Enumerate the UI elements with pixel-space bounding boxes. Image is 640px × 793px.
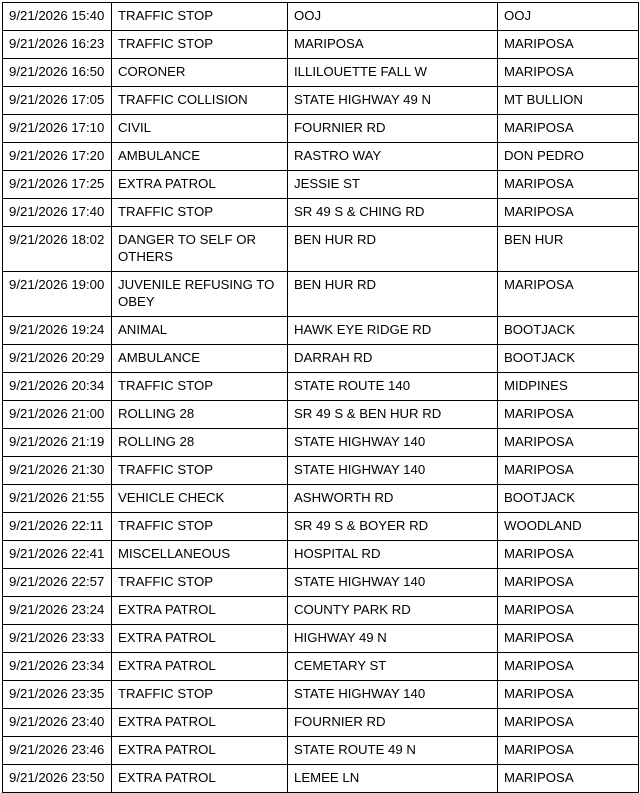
cell-datetime: 9/21/2026 17:05 bbox=[3, 87, 112, 115]
cell-area: MARIPOSA bbox=[498, 199, 639, 227]
table-row bbox=[3, 199, 639, 227]
cell-area: MARIPOSA bbox=[498, 31, 639, 59]
cell-type: ANIMAL bbox=[112, 317, 288, 345]
cell-area: MARIPOSA bbox=[498, 272, 639, 317]
table-row bbox=[3, 485, 639, 513]
cell-type: TRAFFIC STOP bbox=[112, 31, 288, 59]
cell-datetime: 9/21/2026 20:29 bbox=[3, 345, 112, 373]
cell-area: MARIPOSA bbox=[498, 653, 639, 681]
table-row bbox=[3, 513, 639, 541]
cell-type: AMBULANCE bbox=[112, 345, 288, 373]
table-row bbox=[3, 345, 639, 373]
table-row bbox=[3, 429, 639, 457]
table-row bbox=[3, 569, 639, 597]
cell-datetime: 9/21/2026 17:20 bbox=[3, 143, 112, 171]
table-row bbox=[3, 709, 639, 737]
cell-type: EXTRA PATROL bbox=[112, 709, 288, 737]
cell-area: MARIPOSA bbox=[498, 569, 639, 597]
cell-location: SR 49 S & BEN HUR RD bbox=[288, 401, 498, 429]
cell-type: VEHICLE CHECK bbox=[112, 485, 288, 513]
table-row bbox=[3, 653, 639, 681]
cell-type: ROLLING 28 bbox=[112, 429, 288, 457]
table-row bbox=[3, 31, 639, 59]
table-row bbox=[3, 765, 639, 793]
table-row bbox=[3, 171, 639, 199]
cell-type: EXTRA PATROL bbox=[112, 737, 288, 765]
cell-datetime: 9/21/2026 17:40 bbox=[3, 199, 112, 227]
cell-area: WOODLAND bbox=[498, 513, 639, 541]
cell-type: CIVIL bbox=[112, 115, 288, 143]
cell-area: OOJ bbox=[498, 3, 639, 31]
cell-datetime: 9/21/2026 17:25 bbox=[3, 171, 112, 199]
cell-area: MARIPOSA bbox=[498, 597, 639, 625]
cell-type: EXTRA PATROL bbox=[112, 597, 288, 625]
cell-datetime: 9/21/2026 21:55 bbox=[3, 485, 112, 513]
cell-location: ASHWORTH RD bbox=[288, 485, 498, 513]
cell-area: BEN HUR bbox=[498, 227, 639, 272]
cell-datetime: 9/21/2026 23:50 bbox=[3, 765, 112, 793]
cell-location: HOSPITAL RD bbox=[288, 541, 498, 569]
cell-location: STATE HIGHWAY 140 bbox=[288, 569, 498, 597]
cell-datetime: 9/21/2026 16:50 bbox=[3, 59, 112, 87]
table-row bbox=[3, 401, 639, 429]
incident-log-body bbox=[3, 3, 639, 793]
cell-location: STATE ROUTE 49 N bbox=[288, 737, 498, 765]
cell-location: FOURNIER RD bbox=[288, 709, 498, 737]
cell-area: BOOTJACK bbox=[498, 485, 639, 513]
table-row bbox=[3, 87, 639, 115]
cell-type: JUVENILE REFUSING TO OBEY bbox=[112, 272, 288, 317]
cell-location: ILLILOUETTE FALL W bbox=[288, 59, 498, 87]
cell-location: HAWK EYE RIDGE RD bbox=[288, 317, 498, 345]
cell-datetime: 9/21/2026 22:41 bbox=[3, 541, 112, 569]
table-row bbox=[3, 3, 639, 31]
table-row bbox=[3, 59, 639, 87]
cell-area: MARIPOSA bbox=[498, 429, 639, 457]
cell-location: FOURNIER RD bbox=[288, 115, 498, 143]
cell-location: COUNTY PARK RD bbox=[288, 597, 498, 625]
cell-location: RASTRO WAY bbox=[288, 143, 498, 171]
cell-datetime: 9/21/2026 23:34 bbox=[3, 653, 112, 681]
cell-area: MARIPOSA bbox=[498, 765, 639, 793]
table-row bbox=[3, 115, 639, 143]
cell-area: BOOTJACK bbox=[498, 317, 639, 345]
cell-location: LEMEE LN bbox=[288, 765, 498, 793]
cell-area: MARIPOSA bbox=[498, 115, 639, 143]
table-row bbox=[3, 227, 639, 272]
cell-location: CEMETARY ST bbox=[288, 653, 498, 681]
cell-datetime: 9/21/2026 23:35 bbox=[3, 681, 112, 709]
cell-type: EXTRA PATROL bbox=[112, 765, 288, 793]
cell-datetime: 9/21/2026 17:10 bbox=[3, 115, 112, 143]
cell-area: MARIPOSA bbox=[498, 541, 639, 569]
cell-type: MISCELLANEOUS bbox=[112, 541, 288, 569]
table-row bbox=[3, 737, 639, 765]
cell-area: MT BULLION bbox=[498, 87, 639, 115]
cell-type: DANGER TO SELF OR OTHERS bbox=[112, 227, 288, 272]
cell-datetime: 9/21/2026 21:30 bbox=[3, 457, 112, 485]
table-row bbox=[3, 457, 639, 485]
cell-type: EXTRA PATROL bbox=[112, 625, 288, 653]
cell-area: DON PEDRO bbox=[498, 143, 639, 171]
cell-type: TRAFFIC STOP bbox=[112, 373, 288, 401]
cell-location: MARIPOSA bbox=[288, 31, 498, 59]
cell-location: STATE ROUTE 140 bbox=[288, 373, 498, 401]
cell-type: ROLLING 28 bbox=[112, 401, 288, 429]
cell-location: DARRAH RD bbox=[288, 345, 498, 373]
cell-datetime: 9/21/2026 23:40 bbox=[3, 709, 112, 737]
cell-type: EXTRA PATROL bbox=[112, 171, 288, 199]
cell-area: MARIPOSA bbox=[498, 59, 639, 87]
cell-area: MARIPOSA bbox=[498, 737, 639, 765]
cell-type: TRAFFIC STOP bbox=[112, 513, 288, 541]
cell-location: HIGHWAY 49 N bbox=[288, 625, 498, 653]
cell-location: SR 49 S & CHING RD bbox=[288, 199, 498, 227]
cell-type: TRAFFIC STOP bbox=[112, 199, 288, 227]
cell-location: STATE HIGHWAY 140 bbox=[288, 457, 498, 485]
cell-datetime: 9/21/2026 21:00 bbox=[3, 401, 112, 429]
cell-datetime: 9/21/2026 16:23 bbox=[3, 31, 112, 59]
cell-type: TRAFFIC STOP bbox=[112, 569, 288, 597]
cell-area: MIDPINES bbox=[498, 373, 639, 401]
cell-datetime: 9/21/2026 21:19 bbox=[3, 429, 112, 457]
cell-location: BEN HUR RD bbox=[288, 272, 498, 317]
cell-datetime: 9/21/2026 19:24 bbox=[3, 317, 112, 345]
cell-area: MARIPOSA bbox=[498, 171, 639, 199]
table-row bbox=[3, 373, 639, 401]
table-row bbox=[3, 317, 639, 345]
cell-datetime: 9/21/2026 18:02 bbox=[3, 227, 112, 272]
cell-datetime: 9/21/2026 15:40 bbox=[3, 3, 112, 31]
cell-datetime: 9/21/2026 22:57 bbox=[3, 569, 112, 597]
cell-type: EXTRA PATROL bbox=[112, 653, 288, 681]
cell-area: MARIPOSA bbox=[498, 625, 639, 653]
table-row bbox=[3, 272, 639, 317]
cell-area: MARIPOSA bbox=[498, 681, 639, 709]
cell-area: MARIPOSA bbox=[498, 401, 639, 429]
cell-area: MARIPOSA bbox=[498, 457, 639, 485]
cell-location: BEN HUR RD bbox=[288, 227, 498, 272]
cell-location: STATE HIGHWAY 49 N bbox=[288, 87, 498, 115]
table-row bbox=[3, 541, 639, 569]
incident-log-table bbox=[2, 2, 639, 793]
cell-location: SR 49 S & BOYER RD bbox=[288, 513, 498, 541]
cell-type: CORONER bbox=[112, 59, 288, 87]
cell-type: TRAFFIC STOP bbox=[112, 681, 288, 709]
cell-datetime: 9/21/2026 20:34 bbox=[3, 373, 112, 401]
cell-type: AMBULANCE bbox=[112, 143, 288, 171]
cell-area: BOOTJACK bbox=[498, 345, 639, 373]
cell-datetime: 9/21/2026 23:24 bbox=[3, 597, 112, 625]
table-row bbox=[3, 143, 639, 171]
cell-type: TRAFFIC STOP bbox=[112, 457, 288, 485]
cell-area: MARIPOSA bbox=[498, 709, 639, 737]
cell-location: OOJ bbox=[288, 3, 498, 31]
cell-datetime: 9/21/2026 19:00 bbox=[3, 272, 112, 317]
cell-location: STATE HIGHWAY 140 bbox=[288, 681, 498, 709]
table-row bbox=[3, 681, 639, 709]
cell-location: JESSIE ST bbox=[288, 171, 498, 199]
table-row bbox=[3, 597, 639, 625]
cell-type: TRAFFIC STOP bbox=[112, 3, 288, 31]
cell-datetime: 9/21/2026 23:33 bbox=[3, 625, 112, 653]
cell-type: TRAFFIC COLLISION bbox=[112, 87, 288, 115]
cell-datetime: 9/21/2026 23:46 bbox=[3, 737, 112, 765]
table-row bbox=[3, 625, 639, 653]
cell-datetime: 9/21/2026 22:11 bbox=[3, 513, 112, 541]
cell-location: STATE HIGHWAY 140 bbox=[288, 429, 498, 457]
